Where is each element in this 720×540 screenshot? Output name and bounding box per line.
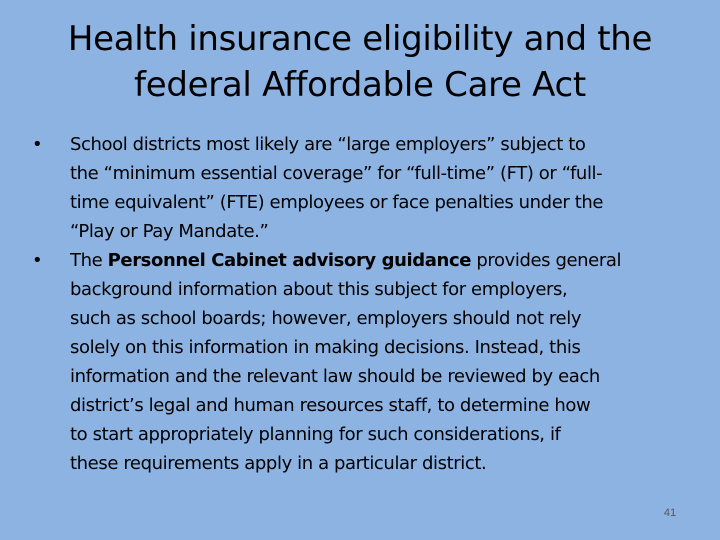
bullet-1-line-4: “Play or Pay Mandate.” xyxy=(70,221,269,242)
bullet-2-line-7: to start appropriately planning for such considerations, if xyxy=(70,424,561,445)
title-line-2: federal Affordable Care Act xyxy=(134,65,586,105)
bullet-marker: • xyxy=(32,134,43,155)
bullet-marker: • xyxy=(32,250,43,271)
slide-title xyxy=(20,16,700,108)
bullet-2-line-4: solely on this information in making decisions. Instead, this xyxy=(70,337,581,358)
bullet-2-line-2: background information about this subject for employers, xyxy=(70,279,568,300)
personnel-cabinet-guidance-text: Personnel Cabinet advisory guidance xyxy=(107,250,472,271)
bullet-2-line-8: these requirements apply in a particular district. xyxy=(70,453,487,474)
bullet-2-prefix: The xyxy=(70,250,108,271)
bullet-1-line-3: time equivalent” (FTE) employees or face penalties under the xyxy=(70,192,604,213)
bullet-item-2 xyxy=(32,246,692,478)
bullet-2-suffix: provides general xyxy=(471,250,622,271)
bullet-item-1 xyxy=(32,130,692,246)
title-line-1: Health insurance eligibility and the xyxy=(67,19,653,59)
bullet-1-line-2: the “minimum essential coverage” for “full-time” (FT) or “full- xyxy=(70,163,603,184)
bullet-2-line-6: district’s legal and human resources staff, to determine how xyxy=(70,395,591,416)
bullet-list xyxy=(32,130,692,478)
page-number: 41 xyxy=(663,507,677,519)
bullet-2-line-5: information and the relevant law should be reviewed by each xyxy=(70,366,600,387)
bullet-1-line-1: School districts most likely are “large employers” subject to xyxy=(70,134,586,155)
bullet-2-line-3: such as school boards; however, employers should not rely xyxy=(70,308,582,329)
bullet-2-line-1 xyxy=(70,246,692,275)
